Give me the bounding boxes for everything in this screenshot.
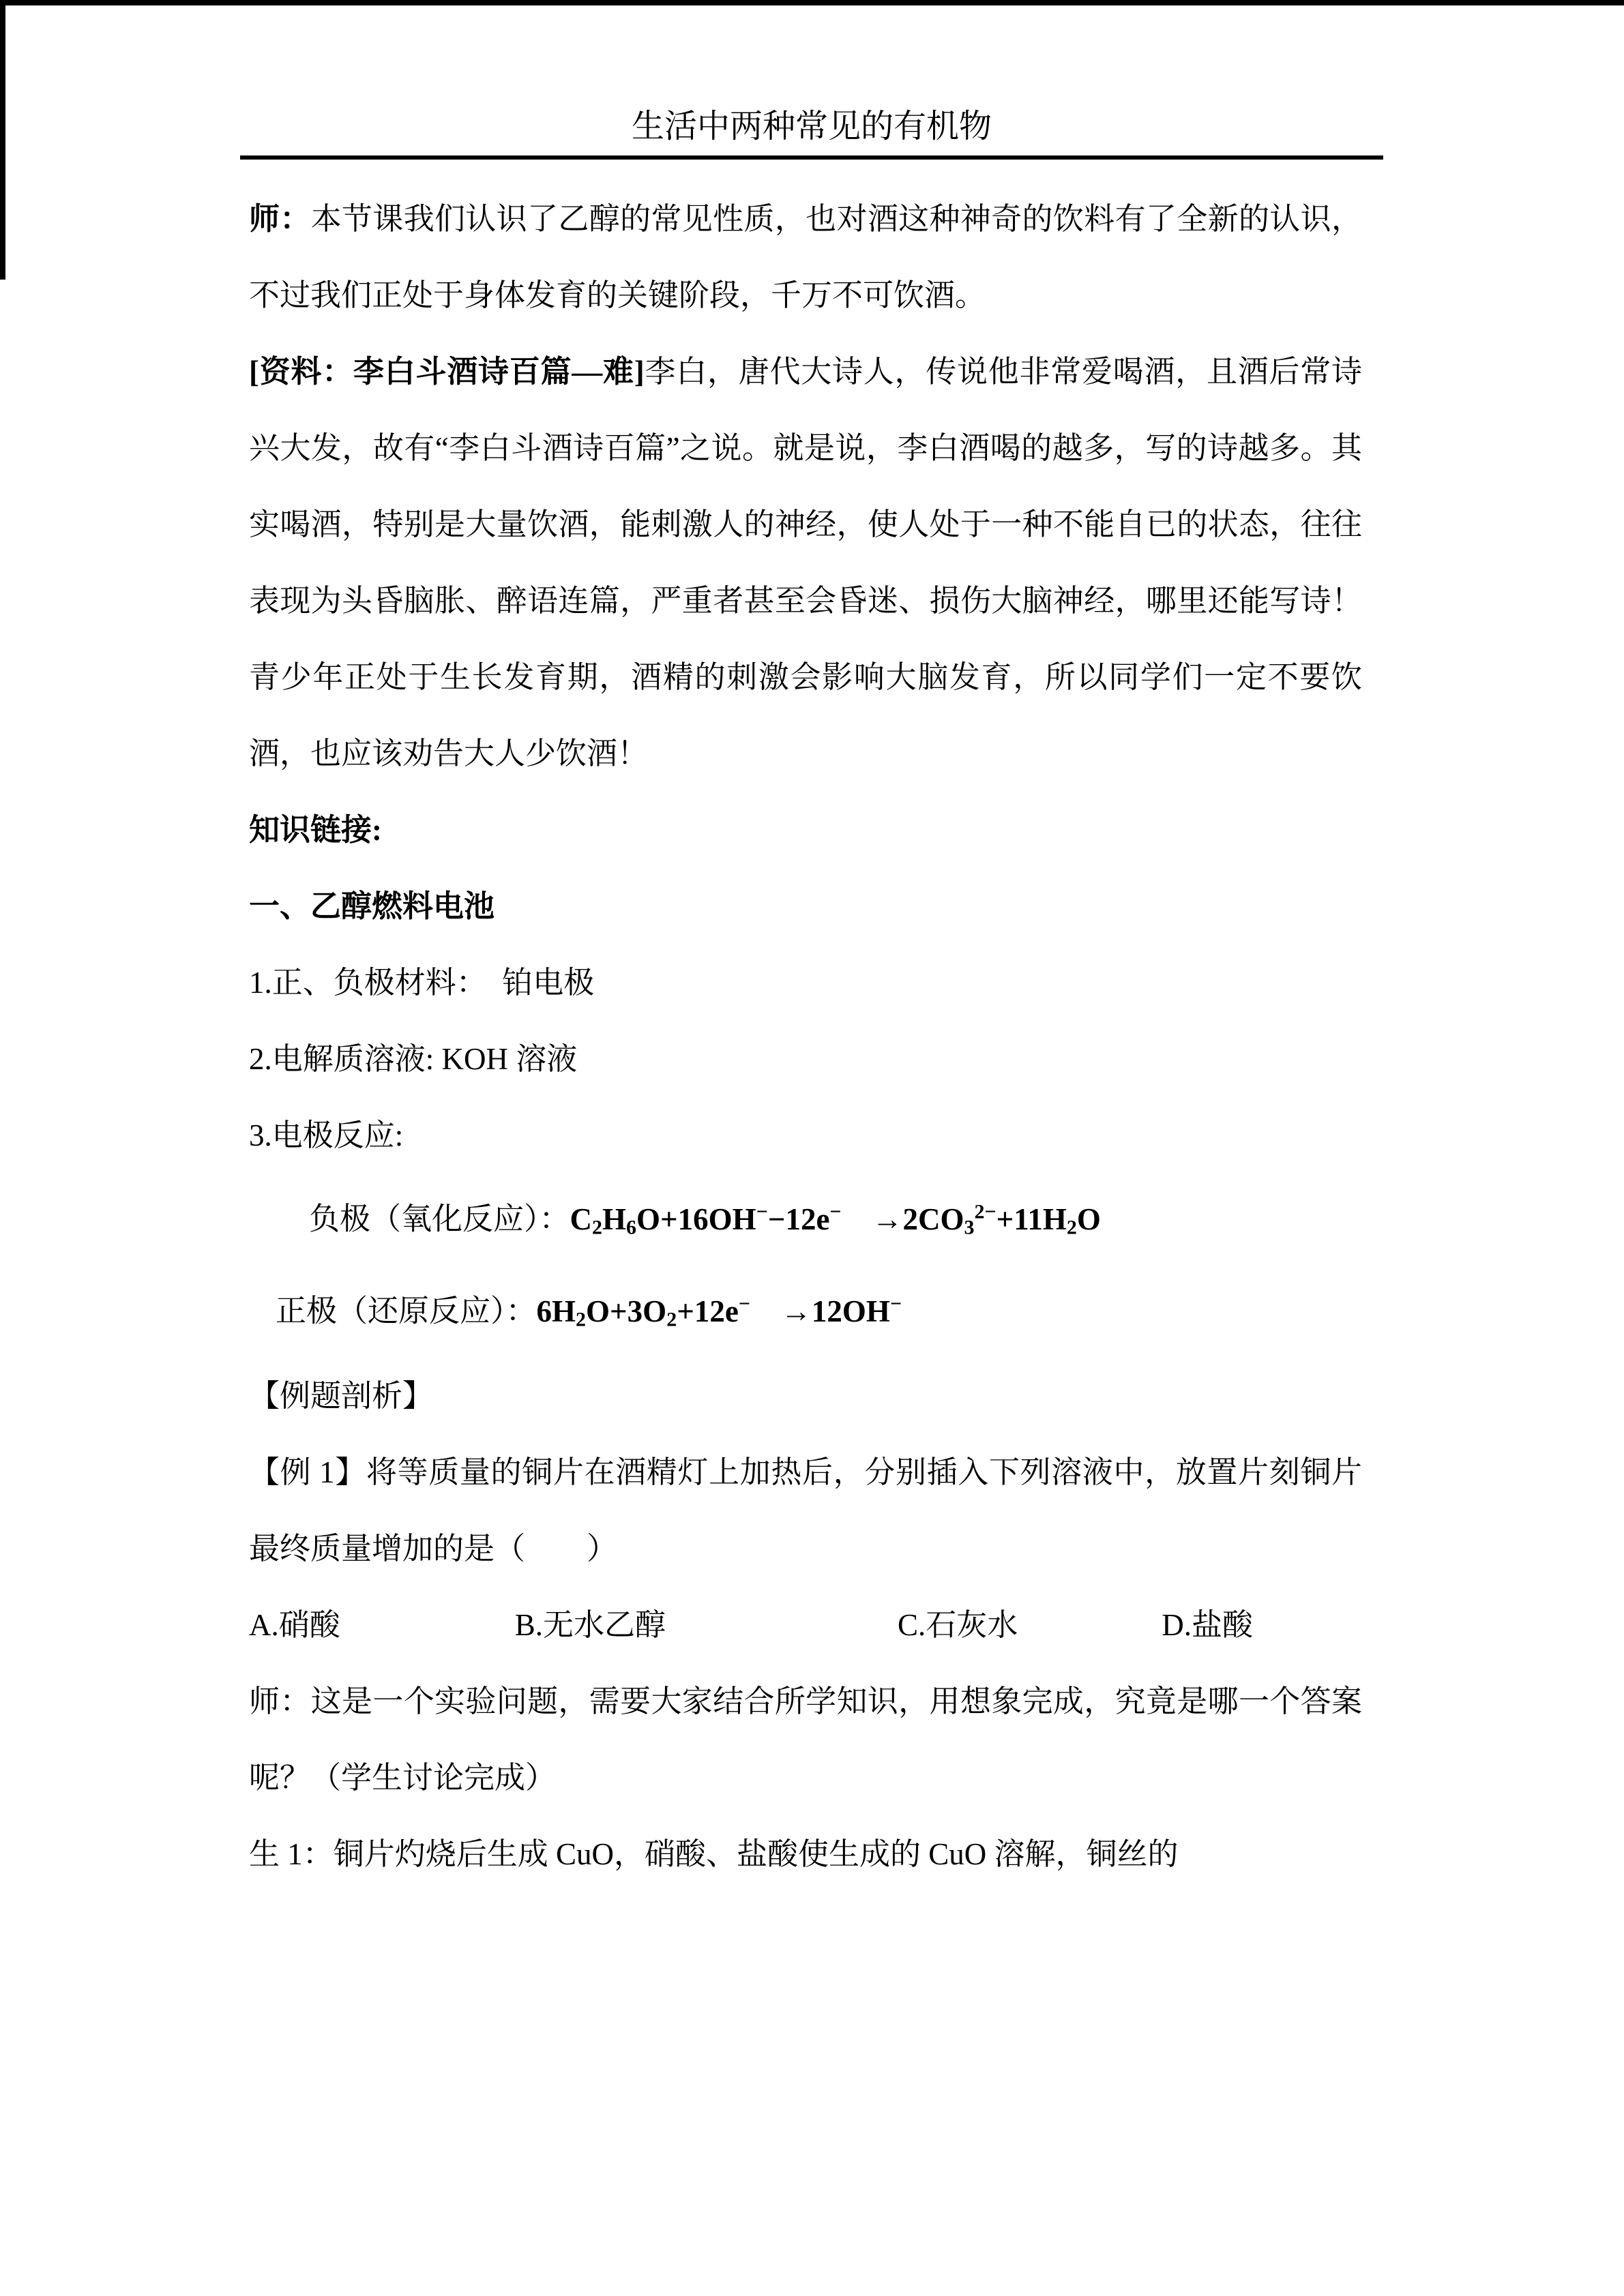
- student-answer-text: 铜片灼烧后生成 CuO，硝酸、盐酸使生成的 CuO 溶解，铜丝的: [333, 1837, 1179, 1872]
- list-item-electrode-reactions: 3.电极反应:: [249, 1118, 404, 1152]
- material-text: 李白，唐代大诗人，传说他非常爱喝酒，且酒后常诗兴大发，故有“李白斗酒诗百篇”之说。就是说，李白酒喝的越多，写的诗越多。其实喝酒，特别是大量饮酒，能刺激人的神经，使人处于一种不能自已的状态，往往表现为头昏脑胀、醉语连篇，严重者甚至会昏迷、损伤大脑神经，哪里还能写诗！青少年正处于生长发育期，酒精的刺激会影响大脑发育，所以同学们一定不要饮酒，也应该劝告大人少饮酒！: [249, 355, 1362, 771]
- teacher-comment-text: 这是一个实验问题，需要大家结合所学知识，用想象完成，究竟是哪一个答案呢？（学生讨论完成）: [249, 1684, 1362, 1795]
- paragraph-teacher-intro: [249, 181, 1362, 333]
- material-tag: [资料：李白斗酒诗百篇—难]: [249, 355, 645, 389]
- list-item-electrolyte-solution: 2.电解质溶液: KOH 溶液: [249, 1042, 578, 1076]
- list-item-electrode-materials: 1.正、负极材料： 铂电极: [249, 966, 595, 1000]
- paragraph-example-question: 【例 1】将等质量的铜片在酒精灯上加热后，分别插入下列溶液中，放置片刻铜片最终质量增加的是（ ）: [249, 1455, 1362, 1566]
- scan-artifact-left-edge: [0, 0, 5, 280]
- document-body: [249, 181, 1362, 1892]
- speaker-label-student-1: 生 1：: [249, 1837, 334, 1872]
- teacher-intro-text: 本节课我们认识了乙醇的常见性质，也对酒这种神奇的饮料有了全新的认识，不过我们正处于身体发育的关键阶段，千万不可饮酒。: [249, 202, 1362, 312]
- options-row: [249, 1587, 1362, 1663]
- paragraph-material: [249, 333, 1362, 792]
- paragraph-teacher-comment: [249, 1663, 1362, 1816]
- equation-negative-label: 负极（氧化反应）：: [309, 1202, 570, 1236]
- equation-positive-label: 正极（还原反应）：: [276, 1294, 537, 1328]
- document-header: [240, 108, 1383, 160]
- option-a: A.硝酸: [249, 1608, 340, 1643]
- equation-negative-formula: $C_2H_6O+16OH^--12e^-$ $\to 2CO_3^{2-}+11H_2O$: [570, 1200, 1101, 1239]
- option-d: D.盐酸: [1162, 1608, 1254, 1643]
- page-title: 生活中两种常见的有机物: [631, 108, 992, 145]
- option-c: C.石灰水: [898, 1608, 1018, 1643]
- paragraph-student-answer: [249, 1816, 1362, 1892]
- option-b: B.无水乙醇: [514, 1608, 666, 1643]
- heading-section-ethanol-fuel-cell: 一、乙醇燃料电池: [249, 889, 495, 923]
- equation-positive-formula: $6H_2O+3O_2+12e^-$ →12OH−: [536, 1292, 902, 1331]
- scan-artifact-top-edge: [0, 0, 1624, 5]
- heading-knowledge-links: 知识链接:: [249, 813, 382, 847]
- equation-positive-electrode: [249, 1266, 1362, 1358]
- heading-example-analysis: 【例题剖析】: [249, 1379, 434, 1414]
- speaker-label-teacher: 师：: [249, 202, 311, 236]
- speaker-label-teacher-2: 师：: [249, 1684, 311, 1719]
- equation-negative-electrode: [249, 1174, 1362, 1266]
